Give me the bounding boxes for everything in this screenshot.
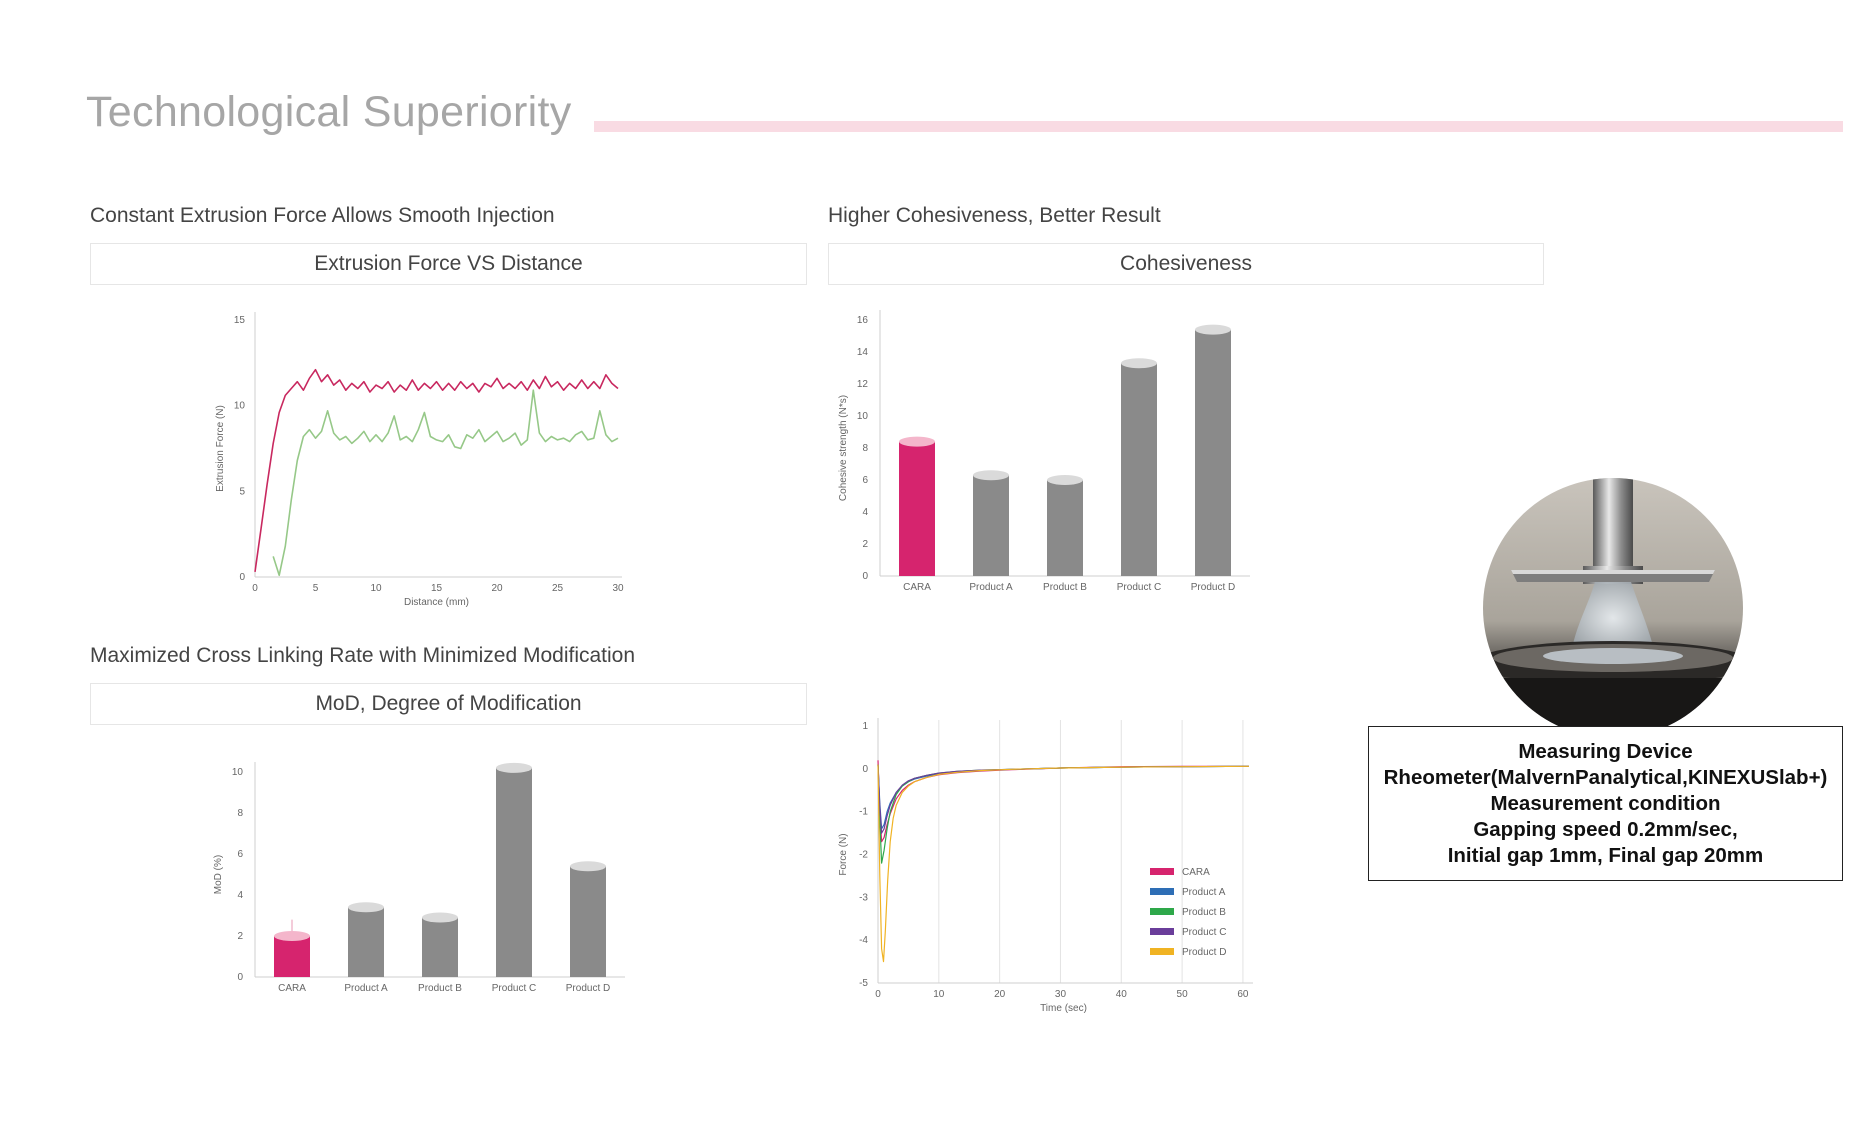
bar-cap-product-b	[1047, 475, 1083, 485]
y-axis-label: Force (N)	[838, 833, 849, 876]
y-axis-label: Cohesive strength (N*s)	[838, 394, 849, 502]
info-line-condition-label: Measurement condition	[1490, 791, 1721, 815]
bar-cap-cara	[899, 437, 935, 447]
x-tick-label: Product C	[491, 983, 537, 994]
x-tick-label: Product B	[418, 983, 462, 994]
y-tick-label: -5	[859, 978, 868, 989]
mod-heading: Maximized Cross Linking Rate with Minimized Modification	[90, 644, 636, 667]
extrusion-heading: Constant Extrusion Force Allows Smooth Injection	[90, 204, 555, 227]
cohesive-heading: Higher Cohesiveness, Better Result	[828, 204, 1161, 227]
bar-product-c	[496, 768, 532, 977]
cohesive-chart-title-box: Cohesiveness	[828, 243, 1544, 285]
x-tick-label: 10	[370, 583, 382, 594]
x-tick-label: Product A	[969, 582, 1013, 593]
legend-swatch-product-c	[1150, 928, 1174, 935]
x-tick-label: 0	[875, 989, 881, 1000]
mod-chart-title-box: MoD, Degree of Modification	[90, 683, 807, 725]
bar-product-a	[348, 907, 384, 977]
x-tick-label: 10	[933, 989, 945, 1000]
measurement-info-box	[1368, 726, 1843, 881]
y-tick-label: -4	[859, 935, 868, 947]
y-axis-label: MoD (%)	[213, 854, 224, 895]
series-line-product-b	[878, 765, 1249, 864]
y-tick-label: -3	[859, 892, 868, 904]
x-tick-label: Product A	[344, 983, 388, 994]
x-tick-label: 25	[551, 583, 564, 594]
y-axis-label: Extrusion Force (N)	[215, 405, 226, 492]
x-tick-label: 0	[252, 583, 258, 594]
x-tick-label: 20	[491, 583, 503, 594]
bar-cap-product-c	[1121, 358, 1157, 368]
y-tick-label: 2	[862, 539, 868, 550]
info-line-device-label: Measuring Device	[1518, 739, 1693, 763]
y-tick-label: -2	[859, 849, 868, 861]
bar-product-a	[973, 475, 1009, 576]
series-line-cara	[878, 760, 1249, 841]
cohesiveness-chart	[830, 300, 1270, 620]
series-line-1	[273, 390, 618, 575]
x-tick-label: Product D	[565, 983, 611, 994]
bar-cap-product-c	[496, 763, 532, 773]
x-axis-label: Time (sec)	[1040, 1003, 1087, 1014]
y-tick-label: 1	[862, 721, 868, 732]
title-rule	[594, 121, 1843, 132]
legend-swatch-product-a	[1150, 888, 1174, 895]
mod-chart	[200, 740, 640, 1020]
y-tick-label: 15	[233, 315, 245, 326]
rheometer-force-chart	[830, 710, 1270, 1030]
y-tick-label: -1	[859, 806, 868, 818]
legend-label-cara: CARA	[1182, 867, 1210, 878]
legend-swatch-cara	[1150, 868, 1174, 875]
x-tick-label: 15	[430, 583, 443, 594]
y-tick-label: 4	[862, 507, 868, 518]
bar-cap-product-a	[973, 470, 1009, 480]
y-tick-label: 6	[237, 849, 243, 860]
y-tick-label: 10	[231, 767, 243, 778]
x-axis-label: Distance (mm)	[403, 597, 470, 608]
bar-product-b	[422, 918, 458, 977]
x-tick-label: Product D	[1190, 582, 1236, 593]
extrusion-chart-title-box: Extrusion Force VS Distance	[90, 243, 807, 285]
bar-cap-cara	[274, 931, 310, 941]
page-title: Technological Superiority	[86, 88, 572, 136]
y-tick-label: 16	[856, 315, 868, 326]
bar-cara	[274, 936, 310, 977]
bar-product-b	[1047, 480, 1083, 576]
y-tick-label: 5	[239, 486, 245, 498]
x-tick-label: 30	[1054, 989, 1067, 1000]
x-tick-label: 5	[312, 583, 319, 594]
y-tick-label: 10	[233, 400, 245, 412]
bar-cap-product-d	[1195, 325, 1231, 335]
y-tick-label: 8	[237, 808, 243, 819]
legend-label-product-d: Product D	[1182, 947, 1227, 958]
x-tick-label: 50	[1176, 989, 1188, 1000]
x-tick-label: CARA	[903, 582, 931, 593]
bar-cap-product-a	[348, 902, 384, 912]
bar-product-d	[570, 866, 606, 977]
info-line-gap: Initial gap 1mm, Final gap 20mm	[1447, 843, 1764, 867]
info-line-speed: Gapping speed 0.2mm/sec,	[1473, 817, 1738, 841]
extrusion-force-chart	[200, 300, 640, 620]
y-tick-label: 6	[862, 475, 868, 486]
y-tick-label: 0	[237, 972, 243, 983]
x-tick-label: Product B	[1043, 582, 1087, 593]
y-tick-label: 0	[239, 572, 245, 583]
legend-label-product-b: Product B	[1182, 907, 1226, 918]
bar-cap-product-d	[570, 861, 606, 871]
bar-product-d	[1195, 330, 1231, 576]
x-tick-label: 30	[612, 583, 624, 594]
legend-swatch-product-b	[1150, 908, 1174, 915]
x-tick-label: 40	[1115, 989, 1127, 1000]
legend-label-product-a: Product A	[1182, 887, 1226, 898]
x-tick-label: 20	[994, 989, 1006, 1000]
legend-label-product-c: Product C	[1182, 927, 1227, 938]
bar-product-c	[1121, 363, 1157, 576]
legend-swatch-product-d	[1150, 948, 1174, 955]
y-tick-label: 4	[237, 890, 243, 901]
y-tick-label: 12	[856, 379, 868, 390]
y-tick-label: 8	[862, 443, 868, 454]
x-tick-label: 60	[1237, 989, 1249, 1000]
y-tick-label: 14	[856, 347, 868, 358]
x-tick-label: Product C	[1116, 582, 1162, 593]
y-tick-label: 0	[862, 571, 868, 582]
series-line-0	[255, 370, 618, 572]
y-tick-label: 0	[862, 763, 868, 775]
rheometer-photo	[1483, 478, 1743, 738]
bar-cara	[899, 442, 935, 576]
y-tick-label: 2	[237, 931, 243, 942]
y-tick-label: 10	[856, 411, 868, 422]
bar-cap-product-b	[422, 913, 458, 923]
info-line-device: Rheometer(MalvernPanalytical,KINEXUSlab+)	[1383, 765, 1828, 789]
x-tick-label: CARA	[278, 983, 306, 994]
